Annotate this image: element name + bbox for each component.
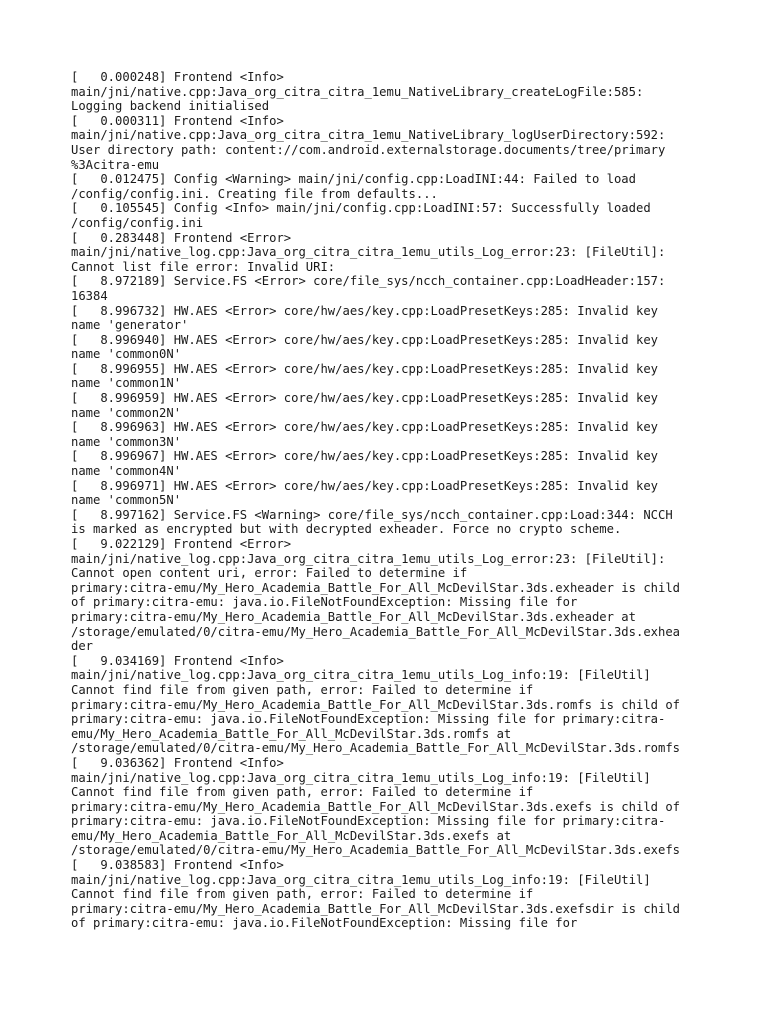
log-line: [ 8.996955] HW.AES <Error> core/hw/aes/key.cpp:LoadPresetKeys:285: Invalid key bbox=[71, 361, 658, 376]
log-line: Cannot list file error: Invalid URI: bbox=[71, 259, 336, 274]
log-line: Logging backend initialised bbox=[71, 99, 270, 114]
log-line: /config/config.ini. Creating file from defaults... bbox=[71, 186, 438, 201]
log-line: main/jni/native.cpp:Java_org_citra_citra_1emu_NativeLibrary_createLogFile:585: bbox=[71, 84, 644, 99]
log-line: name 'common5N' bbox=[71, 493, 182, 508]
log-line: name 'common4N' bbox=[71, 464, 182, 479]
log-line: %3Acitra-emu bbox=[71, 157, 160, 172]
log-line: [ 0.283448] Frontend <Error> bbox=[71, 230, 292, 245]
log-line: [ 9.038583] Frontend <Info> bbox=[71, 858, 284, 873]
log-line: main/jni/native_log.cpp:Java_org_citra_citra_1emu_utils_Log_info:19: [FileUtil] bbox=[71, 872, 651, 887]
log-line: [ 8.996732] HW.AES <Error> core/hw/aes/key.cpp:LoadPresetKeys:285: Invalid key bbox=[71, 303, 658, 318]
log-line: [ 0.000311] Frontend <Info> bbox=[71, 113, 284, 128]
log-line: [ 8.972189] Service.FS <Error> core/file_sys/ncch_container.cpp:LoadHeader:157: bbox=[71, 274, 666, 289]
log-line: der bbox=[71, 639, 94, 654]
log-line: primary:citra-emu/My_Hero_Academia_Battle_For_All_McDevilStar.3ds.exheader is child bbox=[71, 580, 681, 595]
log-line: /config/config.ini bbox=[71, 215, 204, 230]
log-line: is marked as encrypted but with decrypted exheader. Force no crypto scheme. bbox=[71, 522, 622, 537]
log-line: /storage/emulated/0/citra-emu/My_Hero_Academia_Battle_For_All_McDevilStar.3ds.romfs bbox=[71, 741, 681, 756]
log-line: main/jni/native_log.cpp:Java_org_citra_citra_1emu_utils_Log_error:23: [FileUtil]: bbox=[71, 245, 666, 260]
log-line: name 'common2N' bbox=[71, 405, 182, 420]
log-line: emu/My_Hero_Academia_Battle_For_All_McDevilStar.3ds.romfs at bbox=[71, 726, 512, 741]
log-line: of primary:citra-emu: java.io.FileNotFoundException: Missing file for bbox=[71, 916, 578, 931]
log-line: Cannot find file from given path, error: Failed to determine if bbox=[71, 682, 534, 697]
log-line: primary:citra-emu/My_Hero_Academia_Battle_For_All_McDevilStar.3ds.exefsdir is child bbox=[71, 901, 681, 916]
log-line: /storage/emulated/0/citra-emu/My_Hero_Academia_Battle_For_All_McDevilStar.3ds.exhea bbox=[71, 624, 681, 639]
log-line: [ 8.996940] HW.AES <Error> core/hw/aes/key.cpp:LoadPresetKeys:285: Invalid key bbox=[71, 332, 658, 347]
log-line: Cannot find file from given path, error: Failed to determine if bbox=[71, 785, 534, 800]
log-line: [ 0.000248] Frontend <Info> bbox=[71, 70, 284, 84]
log-line: [ 9.034169] Frontend <Info> bbox=[71, 653, 284, 668]
log-line: primary:citra-emu/My_Hero_Academia_Battle_For_All_McDevilStar.3ds.exheader at bbox=[71, 609, 636, 624]
log-line: primary:citra-emu: java.io.FileNotFoundException: Missing file for primary:citra- bbox=[71, 814, 666, 829]
log-line: name 'common0N' bbox=[71, 347, 182, 362]
log-line: primary:citra-emu/My_Hero_Academia_Battle_For_All_McDevilStar.3ds.romfs is child of bbox=[71, 697, 681, 712]
log-line: 16384 bbox=[71, 288, 108, 303]
log-line: primary:citra-emu: java.io.FileNotFoundException: Missing file for primary:citra- bbox=[71, 712, 666, 727]
log-line: [ 0.105545] Config <Info> main/jni/config.cpp:LoadINI:57: Successfully loaded bbox=[71, 201, 651, 216]
log-line: [ 9.022129] Frontend <Error> bbox=[71, 537, 292, 551]
log-line: [ 9.036362] Frontend <Info> bbox=[71, 755, 284, 770]
log-line: [ 8.996963] HW.AES <Error> core/hw/aes/key.cpp:LoadPresetKeys:285: Invalid key bbox=[71, 420, 658, 435]
log-line: User directory path: content://com.android.externalstorage.documents/tree/primary bbox=[71, 142, 666, 157]
log-line: main/jni/native.cpp:Java_org_citra_citra_1emu_NativeLibrary_logUserDirectory:592: bbox=[71, 128, 666, 143]
log-line: emu/My_Hero_Academia_Battle_For_All_McDevilStar.3ds.exefs at bbox=[71, 828, 512, 843]
log-line: name 'common1N' bbox=[71, 376, 182, 391]
log-line: main/jni/native_log.cpp:Java_org_citra_citra_1emu_utils_Log_info:19: [FileUtil] bbox=[71, 770, 651, 785]
log-line: name 'common3N' bbox=[71, 434, 182, 449]
log-line: main/jni/native_log.cpp:Java_org_citra_citra_1emu_utils_Log_error:23: [FileUtil]: bbox=[71, 551, 666, 566]
log-line: /storage/emulated/0/citra-emu/My_Hero_Academia_Battle_For_All_McDevilStar.3ds.exefs bbox=[71, 843, 681, 858]
log-line: primary:citra-emu/My_Hero_Academia_Battle_For_All_McDevilStar.3ds.exefs is child of bbox=[71, 799, 681, 814]
log-line: [ 8.996959] HW.AES <Error> core/hw/aes/key.cpp:LoadPresetKeys:285: Invalid key bbox=[71, 391, 658, 406]
log-line: [ 8.997162] Service.FS <Warning> core/file_sys/ncch_container.cpp:Load:344: NCCH bbox=[71, 507, 673, 522]
log-line: [ 8.996967] HW.AES <Error> core/hw/aes/key.cpp:LoadPresetKeys:285: Invalid key bbox=[71, 449, 658, 464]
log-line: of primary:citra-emu: java.io.FileNotFoundException: Missing file for bbox=[71, 595, 578, 610]
log-line: [ 8.996971] HW.AES <Error> core/hw/aes/key.cpp:LoadPresetKeys:285: Invalid key bbox=[71, 478, 658, 493]
log-line: name 'generator' bbox=[71, 318, 189, 333]
log-document bbox=[71, 70, 711, 931]
log-line: [ 0.012475] Config <Warning> main/jni/config.cpp:LoadINI:44: Failed to load bbox=[71, 172, 636, 187]
log-line: Cannot open content uri, error: Failed to determine if bbox=[71, 566, 468, 581]
log-line: Cannot find file from given path, error: Failed to determine if bbox=[71, 887, 534, 902]
log-line: main/jni/native_log.cpp:Java_org_citra_citra_1emu_utils_Log_info:19: [FileUtil] bbox=[71, 668, 651, 683]
log-body bbox=[71, 70, 711, 931]
